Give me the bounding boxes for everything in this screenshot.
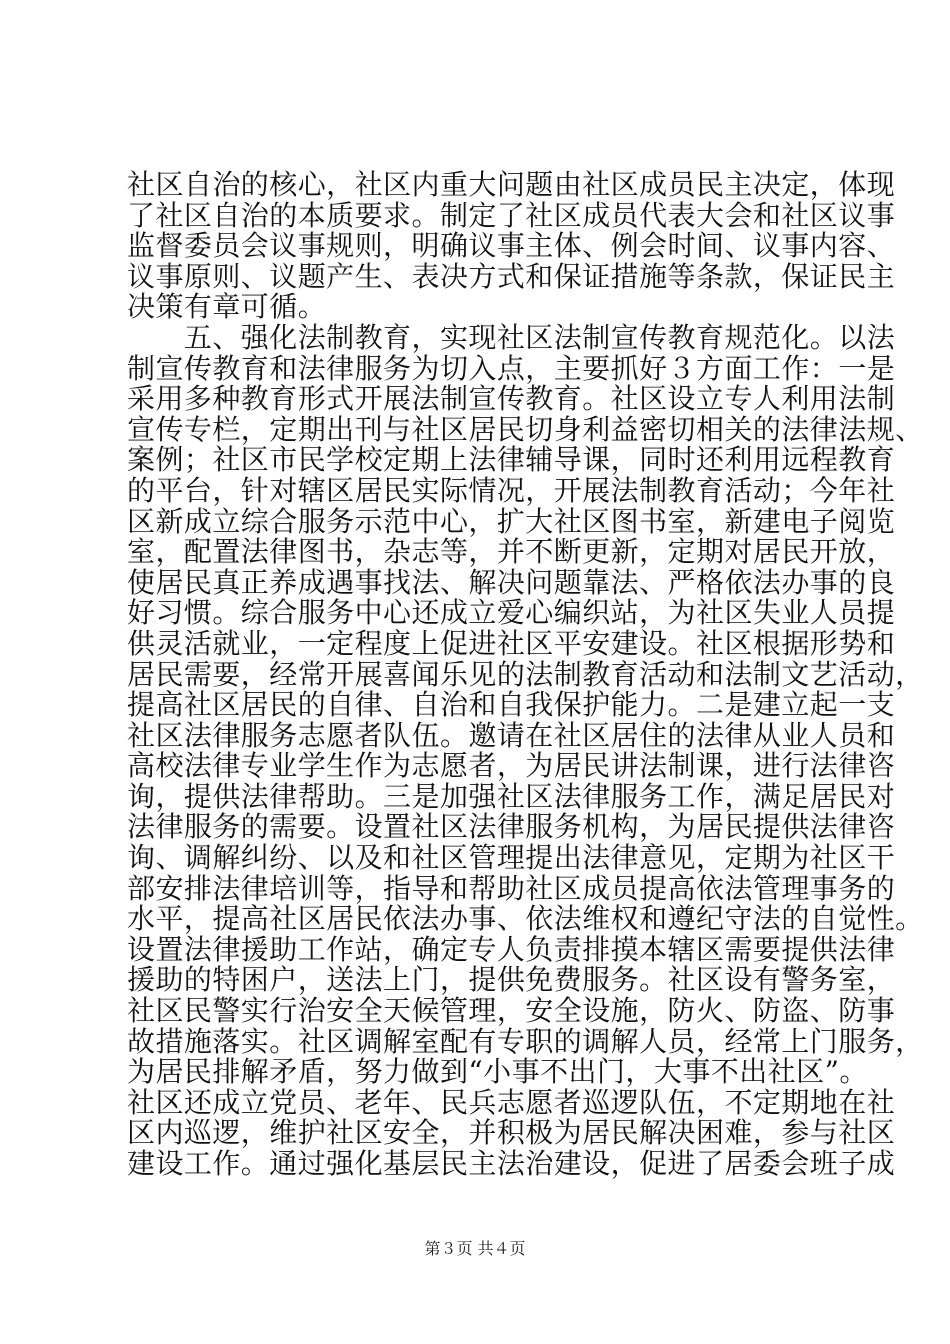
text-line: 区内巡逻，维护社区安全，并积极为居民解决困难，参与社区 — [127, 1116, 896, 1150]
text-line: 五、强化法制教育，实现社区法制宣传教育规范化。以法 — [127, 320, 896, 354]
text-line: 制宣传教育和法律服务为切入点，主要抓好３方面工作：一是 — [127, 351, 896, 385]
text-line: 社区自治的核心，社区内重大问题由社区成员民主决定，体现 — [127, 168, 896, 201]
document-body — [127, 168, 924, 1180]
text-line: 宣传专栏，定期出刊与社区居民切身利益密切相关的法律法规、 — [127, 412, 924, 446]
text-line: 援助的特困户，送法上门，提供免费服务。社区设有警务室， — [127, 963, 896, 997]
text-line: 案例；社区市民学校定期上法律辅导课，同时还利用远程教育 — [127, 443, 896, 477]
text-line: 决策有章可循。 — [127, 290, 327, 324]
text-line: 监督委员会议事规则，明确议事主体、例会时间、议事内容、 — [127, 229, 896, 263]
text-line: 社区法律服务志愿者队伍。邀请在社区居住的法律从业人员和 — [127, 718, 896, 752]
text-line: 水平，提高社区居民依法办事、依法维权和遵纪守法的自觉性。 — [127, 902, 924, 936]
text-line: 设置法律援助工作站，确定专人负责排摸本辖区需要提供法律 — [127, 932, 896, 966]
text-line: 为居民排解矛盾，努力做到“小事不出门，大事不出社区”。 — [127, 1055, 868, 1089]
text-line: 故措施落实。社区调解室配有专职的调解人员，经常上门服务， — [127, 1024, 924, 1058]
text-line: 了社区自治的本质要求。制定了社区成员代表大会和社区议事 — [127, 198, 896, 232]
text-line: 使居民真正养成遇事找法、解决问题靠法、严格依法办事的良 — [127, 565, 896, 599]
text-line: 建设工作。通过强化基层民主法治建设，促进了居委会班子成 — [127, 1147, 896, 1180]
text-line: 社区民警实行治安全天候管理，安全设施，防火、防盗、防事 — [127, 994, 896, 1028]
text-line: 供灵活就业，一定程度上促进社区平安建设。社区根据形势和 — [127, 626, 896, 660]
text-line: 高校法律专业学生作为志愿者，为居民讲法制课，进行法律咨 — [127, 749, 896, 783]
text-line: 询、调解纠纷、以及和社区管理提出法律意见，定期为社区干 — [127, 841, 896, 875]
text-line: 询，提供法律帮助。三是加强社区法律服务工作，满足居民对 — [127, 779, 896, 813]
text-line: 居民需要，经常开展喜闻乐见的法制教育活动和法制文艺活动， — [127, 657, 924, 691]
text-line: 室，配置法律图书，杂志等，并不断更新，定期对居民开放， — [127, 535, 896, 569]
text-line: 议事原则、议题产生、表决方式和保证措施等条款，保证民主 — [127, 259, 896, 293]
text-line: 社区还成立党员、老年、民兵志愿者巡逻队伍，不定期地在社 — [127, 1085, 896, 1119]
page-footer: 第３页 共４页 — [424, 1239, 526, 1258]
text-line: 提高社区居民的自律、自治和自我保护能力。二是建立起一支 — [127, 688, 896, 722]
text-line: 的平台，针对辖区居民实际情况，开展法制教育活动；今年社 — [127, 473, 896, 507]
text-line: 部安排法律培训等，指导和帮助社区成员提高依法管理事务的 — [127, 871, 896, 905]
text-line: 采用多种教育形式开展法制宣传教育。社区设立专人利用法制 — [127, 382, 896, 416]
text-line: 好习惯。综合服务中心还成立爱心编织站，为社区失业人员提 — [127, 596, 896, 630]
text-line: 法律服务的需要。设置社区法律服务机构，为居民提供法律咨 — [127, 810, 896, 844]
text-line: 区新成立综合服务示范中心，扩大社区图书室，新建电子阅览 — [127, 504, 896, 538]
